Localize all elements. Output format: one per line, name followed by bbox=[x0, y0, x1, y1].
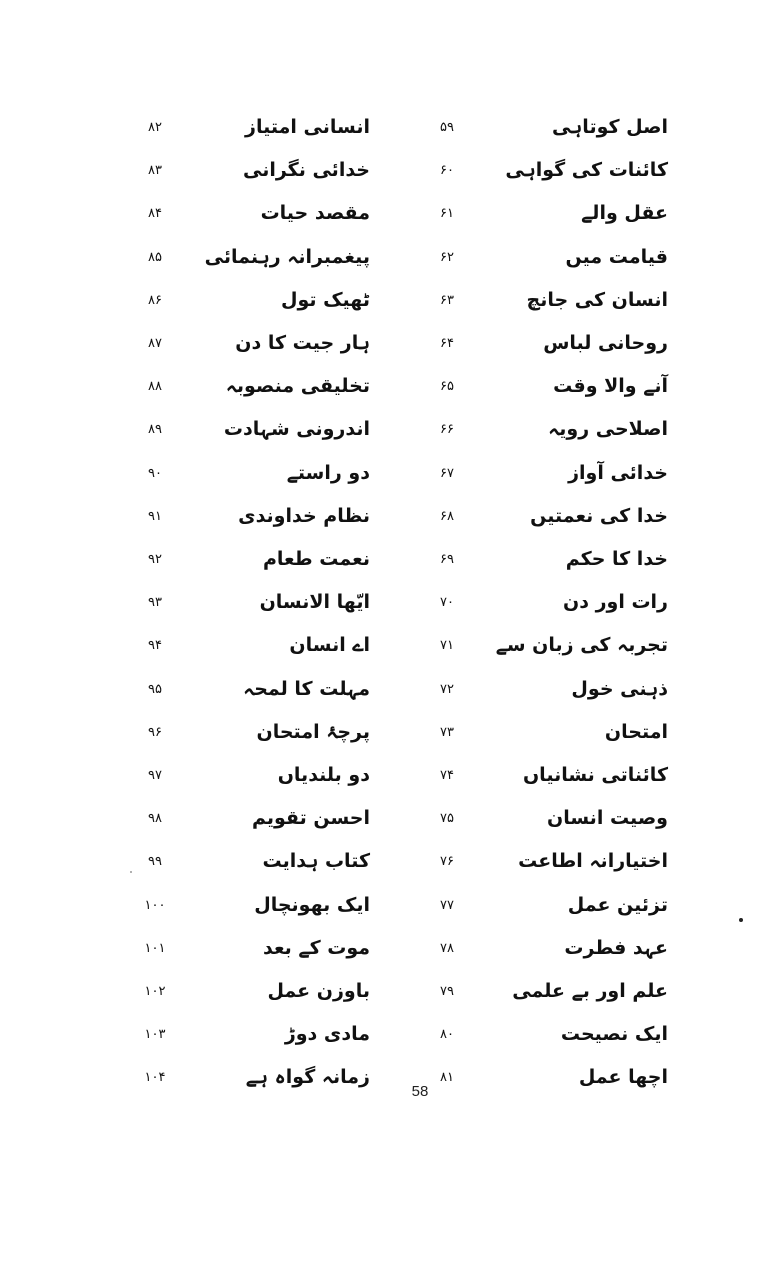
index-entry-page: ۶۷ bbox=[440, 466, 454, 481]
index-entry-title: انسان کی جانچ bbox=[526, 289, 668, 311]
index-entry-page: ۱۰۳ bbox=[144, 1027, 166, 1042]
index-entry-page: ۷۱ bbox=[440, 638, 454, 653]
index-entry-title: علم اور بے علمی bbox=[512, 980, 668, 1002]
index-entry-page: ۷۵ bbox=[440, 811, 454, 826]
index-entry-title: آنے والا وقت bbox=[553, 375, 668, 397]
index-entry-page: ۹۳ bbox=[148, 595, 162, 610]
index-entry-page: ۸۲ bbox=[148, 120, 162, 135]
index-entry-title: مہلت کا لمحہ bbox=[243, 678, 370, 700]
index-entry-page: ۷۴ bbox=[440, 768, 454, 783]
index-entry-title: پرچۂ امتحان bbox=[256, 721, 370, 743]
index-entry-page: ۶۶ bbox=[440, 422, 454, 437]
index-entry-page: ۶۱ bbox=[440, 206, 454, 221]
index-entry-page: ۹۷ bbox=[148, 768, 162, 783]
index-entry-page: ۸۹ bbox=[148, 422, 162, 437]
index-entry-title: ذہنی خول bbox=[571, 678, 668, 700]
index-entry-title: ہار جیت کا دن bbox=[235, 332, 370, 354]
index-entry-title: عقل والے bbox=[581, 202, 668, 224]
index-entry-page: ۹۶ bbox=[148, 725, 162, 740]
index-entry-title: احسن تقویم bbox=[251, 807, 370, 829]
index-entry-page: ۷۲ bbox=[440, 682, 454, 697]
index-entry-title: اچھا عمل bbox=[578, 1066, 668, 1088]
index-entry-page: ۸۴ bbox=[148, 206, 162, 221]
index-entry-title: رات اور دن bbox=[562, 591, 668, 613]
index-entry-title: وصیت انسان bbox=[547, 807, 668, 829]
index-entry-title: دو راستے bbox=[286, 462, 370, 484]
index-entry-page: ۸۱ bbox=[440, 1070, 454, 1085]
index-entry-title: پیغمبرانہ رہنمائی bbox=[204, 246, 370, 268]
index-entry-title: مقصد حیات bbox=[260, 202, 370, 224]
index-entry-title: اے انسان bbox=[289, 634, 370, 656]
index-entry-title: تزئین عمل bbox=[567, 894, 668, 916]
index-entry-title: اصل کوتاہی bbox=[551, 116, 668, 138]
index-entry-page: ۹۴ bbox=[148, 638, 162, 653]
page-number: 58 bbox=[411, 1083, 429, 1100]
index-entry-page: ۷۹ bbox=[440, 984, 454, 999]
index-entry-title: کتاب ہدایت bbox=[262, 850, 370, 872]
index-entry-page: ۱۰۰ bbox=[144, 898, 166, 913]
index-entry-title: ایک نصیحت bbox=[560, 1023, 668, 1045]
index-entry-page: ۷۳ bbox=[440, 725, 454, 740]
index-entry-title: دو بلندیاں bbox=[277, 764, 370, 786]
index-entry-title: تجربہ کی زبان سے bbox=[495, 634, 668, 656]
index-entry-title: روحانی لباس bbox=[543, 332, 668, 354]
index-entry-page: ۶۴ bbox=[440, 336, 454, 351]
index-entry-title: امتحان bbox=[604, 721, 668, 743]
index-entry-title: انسانی امتیاز bbox=[245, 116, 370, 138]
index-entry-title: تخلیقی منصوبہ bbox=[225, 375, 370, 397]
scan-speck bbox=[739, 918, 743, 922]
index-entry-page: ۱۰۱ bbox=[144, 941, 166, 956]
index-entry-page: ۸۶ bbox=[148, 293, 162, 308]
index-entry-page: ۷۷ bbox=[440, 898, 454, 913]
index-entry-page: ۸۸ bbox=[148, 379, 162, 394]
index-entry-page: ۷۰ bbox=[440, 595, 454, 610]
index-entry-page: ۸۳ bbox=[148, 163, 162, 178]
index-entry-title: ایک بھونچال bbox=[254, 894, 370, 916]
index-entry-title: خدا کا حکم bbox=[565, 548, 668, 570]
index-entry-page: ۷۸ bbox=[440, 941, 454, 956]
index-entry-title: خدائی نگرانی bbox=[242, 159, 370, 181]
index-entry-title: ٹھیک تول bbox=[280, 289, 370, 311]
index-entry-title: کائنات کی گواہی bbox=[505, 159, 668, 181]
index-entry-page: ۷۶ bbox=[440, 854, 454, 869]
index-entry-page: ۹۸ bbox=[148, 811, 162, 826]
index-entry-title: نعمت طعام bbox=[262, 548, 370, 570]
index-entry-page: ۹۲ bbox=[148, 552, 162, 567]
index-entry-title: قیامت میں bbox=[565, 246, 668, 268]
index-entry-page: ۵۹ bbox=[440, 120, 454, 135]
index-entry-page: ۶۸ bbox=[440, 509, 454, 524]
index-entry-title: مادی دوڑ bbox=[284, 1023, 370, 1045]
index-entry-page: ۸۰ bbox=[440, 1027, 454, 1042]
index-entry-title: خدائی آواز bbox=[568, 462, 668, 484]
index-entry-title: کائناتی نشانیاں bbox=[522, 764, 668, 786]
scan-speck bbox=[130, 871, 132, 873]
index-entry-page: ۹۰ bbox=[148, 466, 162, 481]
index-entry-page: ۶۳ bbox=[440, 293, 454, 308]
index-entry-page: ۹۱ bbox=[148, 509, 162, 524]
index-entry-title: نظام خداوندی bbox=[238, 505, 370, 527]
index-entry-title: باوزن عمل bbox=[267, 980, 370, 1002]
index-entry-page: ۸۵ bbox=[148, 250, 162, 265]
index-entry-title: اندرونی شہادت bbox=[223, 418, 370, 440]
index-entry-page: ۶۲ bbox=[440, 250, 454, 265]
index-entry-page: ۹۹ bbox=[148, 854, 162, 869]
index-entry-page: ۶۹ bbox=[440, 552, 454, 567]
index-entry-title: عہد فطرت bbox=[564, 937, 668, 959]
index-entry-page: ۶۰ bbox=[440, 163, 454, 178]
index-entry-title: خدا کی نعمتیں bbox=[530, 505, 668, 527]
index-entry-page: ۹۵ bbox=[148, 682, 162, 697]
index-entry-title: ایّھا الانسان bbox=[259, 591, 370, 613]
index-entry-page: ۶۵ bbox=[440, 379, 454, 394]
index-entry-page: ۸۷ bbox=[148, 336, 162, 351]
index-entry-title: اختیارانہ اطاعت bbox=[518, 850, 668, 872]
index-entry-title: زمانہ گواہ ہے bbox=[245, 1066, 370, 1088]
index-entry-page: ۱۰۲ bbox=[144, 984, 166, 999]
index-entry-title: اصلاحی رویہ bbox=[548, 418, 668, 440]
index-entry-title: موت کے بعد bbox=[262, 937, 370, 959]
index-entry-page: ۱۰۴ bbox=[144, 1070, 166, 1085]
